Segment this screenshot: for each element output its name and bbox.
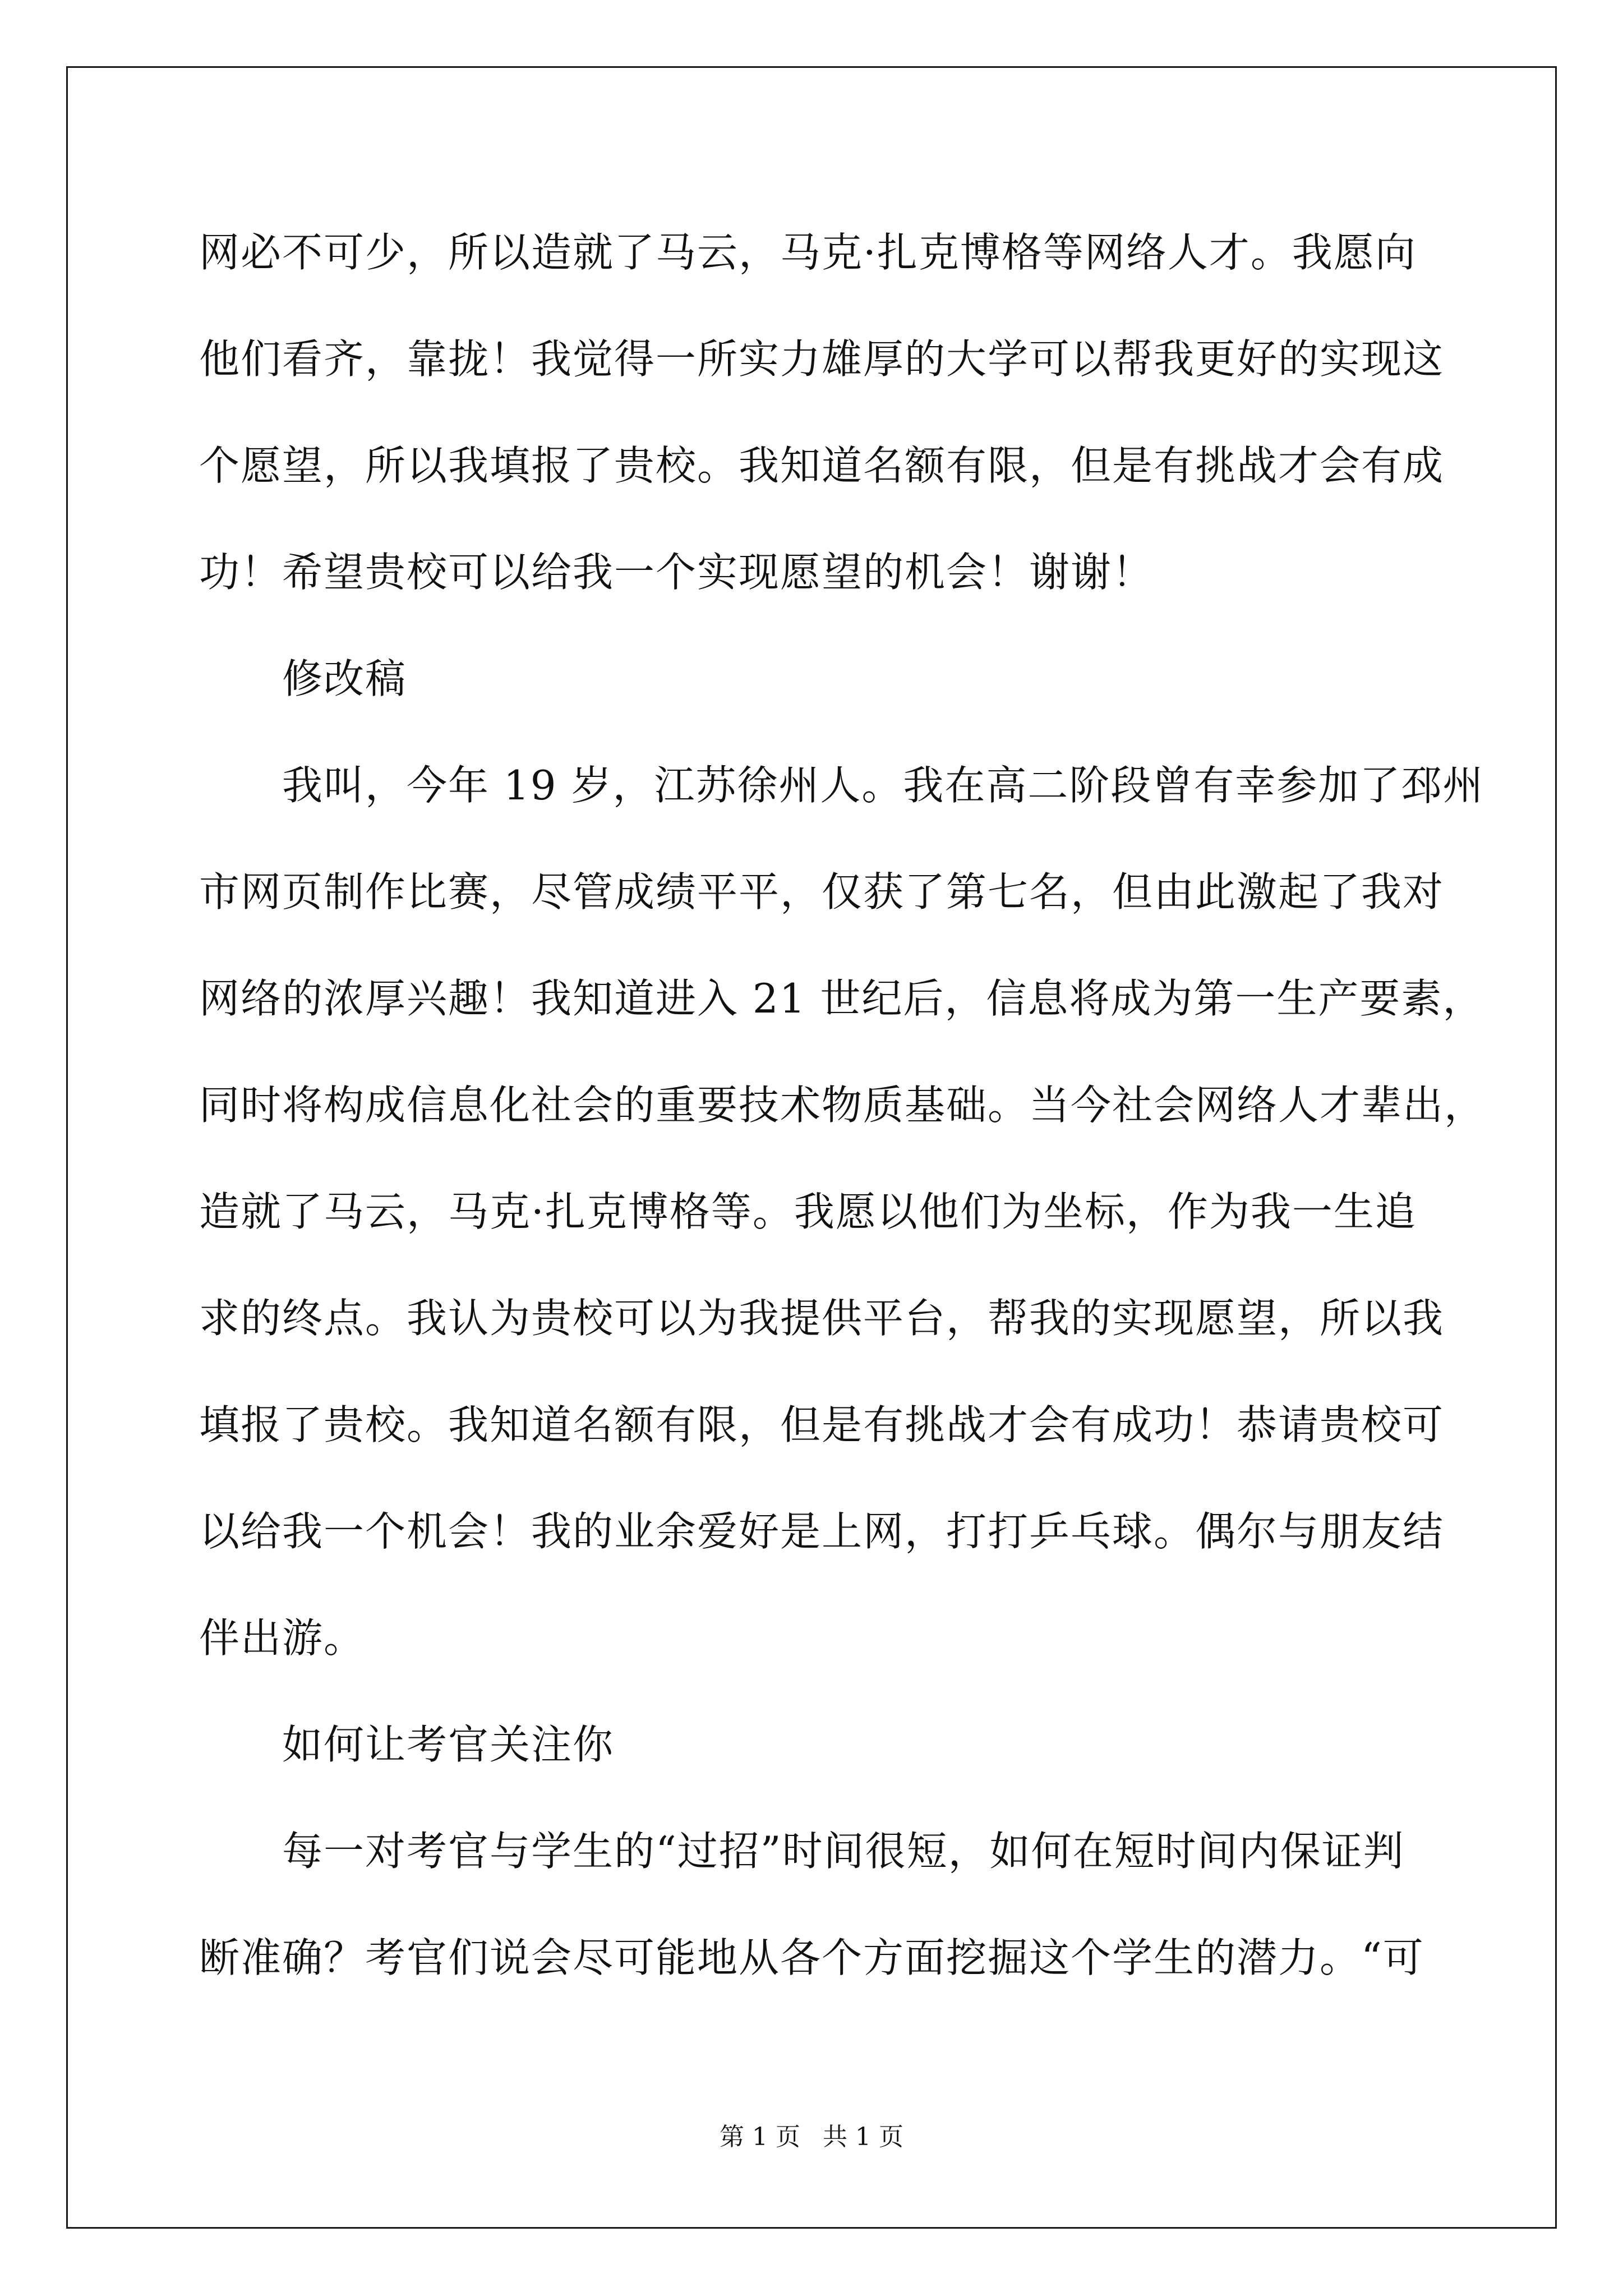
page-total: 共 1 页 <box>823 2123 903 2151</box>
text-line: 我叫，今年 19 岁，江苏徐州人。我在高二阶段曾有幸参加了邳州 <box>282 762 1484 809</box>
page-footer <box>0 2120 1623 2154</box>
text-line: 以给我一个机会！我的业余爱好是上网，打打乒乓球。偶尔与朋友结 <box>199 1508 1445 1555</box>
page-number: 第 1 页 <box>720 2123 800 2151</box>
text-line: 同时将构成信息化社会的重要技术物质基础。当今社会网络人才辈出， <box>199 1082 1486 1129</box>
document-body <box>199 199 1486 2011</box>
text-line: 伴出游。 <box>199 1614 366 1662</box>
text-line: 他们看齐，靠拢！我觉得一所实力雄厚的大学可以帮我更好的实现这 <box>199 335 1445 383</box>
text-line: 功！希望贵校可以给我一个实现愿望的机会！谢谢！ <box>199 549 1154 596</box>
text-line: 求的终点。我认为贵校可以为我提供平台，帮我的实现愿望，所以我 <box>199 1295 1445 1342</box>
text-line: 市网页制作比赛，尽管成绩平平，仅获了第七名，但由此激起了我对 <box>199 868 1445 915</box>
text-line: 造就了马云，马克·扎克博格等。我愿以他们为坐标，作为我一生追 <box>199 1188 1417 1235</box>
text-line: 个愿望，所以我填报了贵校。我知道名额有限，但是有挑战才会有成 <box>199 442 1445 489</box>
section-heading: 修改稿 <box>282 655 407 702</box>
section-heading: 如何让考官关注你 <box>282 1721 615 1768</box>
text-line: 网络的浓厚兴趣！我知道进入 21 世纪后，信息将成为第一生产要素， <box>199 975 1484 1022</box>
text-line: 填报了贵校。我知道名额有限，但是有挑战才会有成功！恭请贵校可 <box>199 1401 1445 1448</box>
text-line: 网必不可少，所以造就了马云，马克·扎克博格等网络人才。我愿向 <box>199 229 1417 276</box>
text-line: 断准确？考官们说会尽可能地从各个方面挖掘这个学生的潜力。“可 <box>199 1934 1424 1981</box>
text-line: 每一对考官与学生的“过招”时间很短，如何在短时间内保证判 <box>282 1828 1405 1875</box>
